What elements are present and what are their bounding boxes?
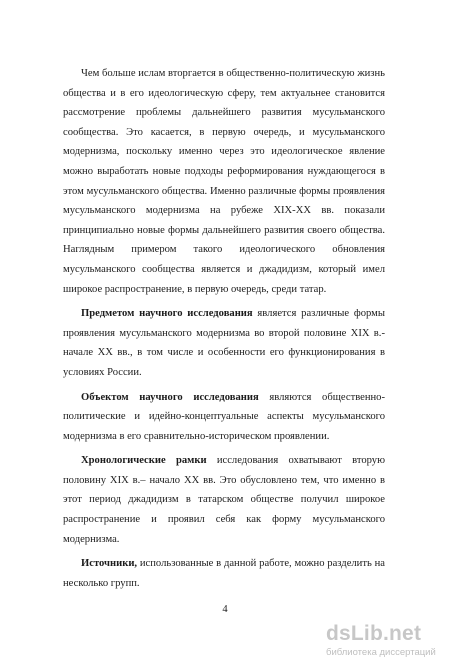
- watermark[interactable]: [326, 622, 444, 666]
- page-number: 4: [222, 604, 228, 615]
- paragraph-lead: Хронологические рамки: [81, 455, 207, 467]
- paragraph-text: использованные в данной работе, можно разделить на несколько групп.: [63, 558, 385, 589]
- paragraph-text: исследования охватывают вторую половину XIX в.– начало XX вв. Это обусловлено тем, что именно в этот период джадидизм в татарском обществе получил широкое распространение и проявил себя как форму мусульманского модернизма.: [63, 455, 385, 545]
- paragraph-lead: Объектом научного исследования: [81, 391, 259, 403]
- paragraph-object: [63, 388, 385, 447]
- paragraph-sources: [63, 554, 385, 593]
- paragraph-subject: [63, 304, 385, 382]
- body-text: [63, 64, 385, 598]
- paragraph-lead: Предметом научного исследования: [81, 308, 253, 320]
- paragraph-text: являются общественно-политические и идейно-концептуальные аспекты мусульманского модернизма в его сравнительно-историческом проявлении.: [63, 391, 386, 442]
- paragraph-intro: [63, 64, 385, 299]
- watermark-logo-text: dsLib.net: [326, 622, 422, 645]
- paragraph-text: является различные формы проявления мусульманского модернизма во второй половине XIX в.- начале XX вв., в том числе и особенности его функционирования в условиях России.: [63, 308, 386, 378]
- paragraph-lead: Источники,: [81, 558, 138, 570]
- watermark-logo: [326, 622, 444, 646]
- paragraph-text: Чем больше ислам вторгается в общественно-политическую жизнь общества и в его идеологическую сферу, тем актуальнее становится рассмотрение проблемы дальнейшего развития мусульманского сообщества. Это касается, в первую очередь, и мусульманского модернизма, поскольку именно через это идеологическое явление можно выработать новые подходы реформирования нуждающегося в этом мусульманского общества. Именно различные формы проявления мусульманского модернизма на рубеже XIX-XX вв. показали принципиально новые формы дальнейшего развития своего общества. Наглядным примером такого идеологического обновления мусульманского сообщества является и джадидизм, который имел широкое распространение, в первую очередь, среди татар.: [63, 68, 385, 295]
- paragraph-chronology: [63, 451, 385, 549]
- watermark-subtitle: библиотека диссертаций: [326, 647, 436, 658]
